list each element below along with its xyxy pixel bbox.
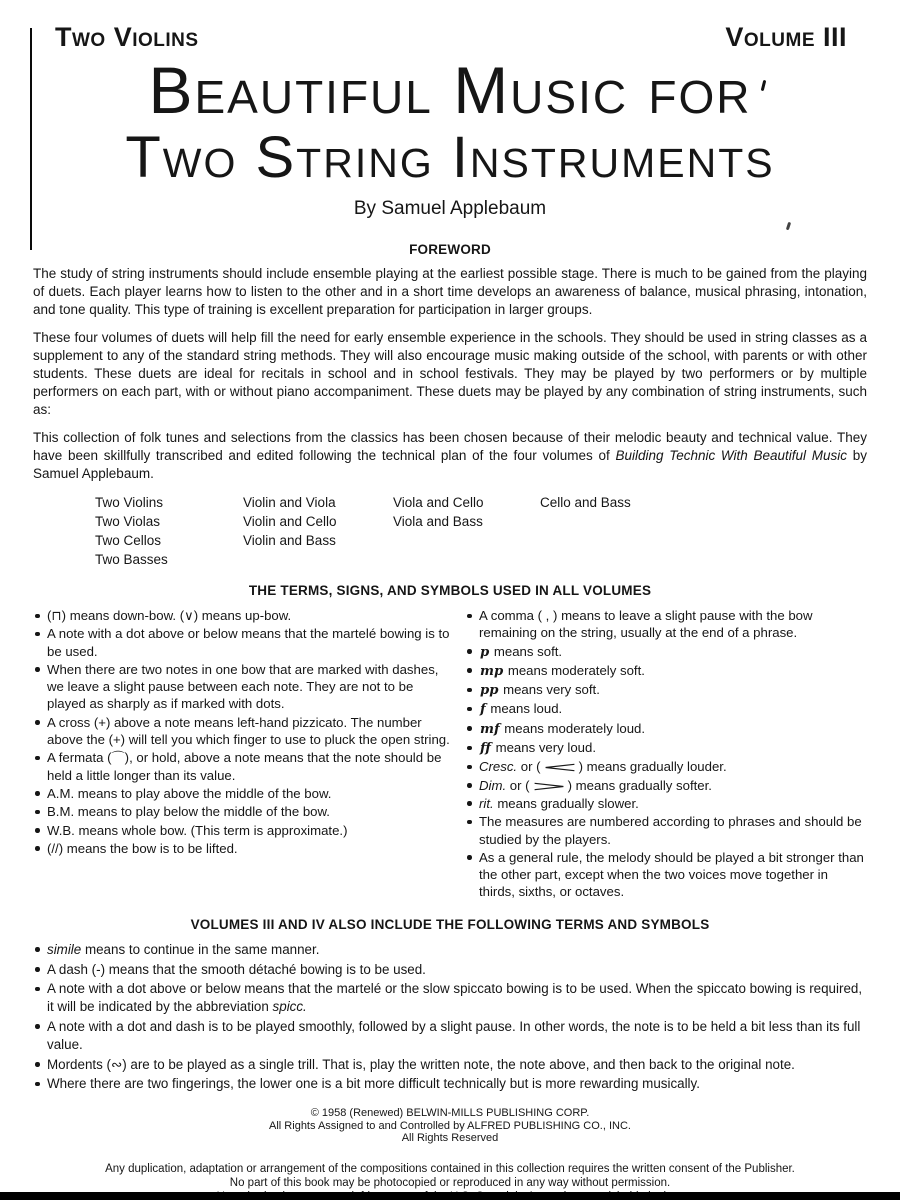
term-item: [465, 813, 867, 848]
italic-text: spicc.: [272, 999, 307, 1015]
term-text: The measures are numbered according to phrases and should be studied by the players.: [479, 814, 862, 847]
term-text: When there are two notes in one bow that are marked with dashes, we leave a slight pause between each note. They are not to be played as sharply as if marked with dots.: [47, 661, 439, 712]
terms-right-column: [465, 607, 867, 902]
dynamic-symbol: pp: [480, 683, 499, 699]
term-item: [465, 758, 867, 775]
bullet-icon: [465, 849, 479, 901]
term-item: [465, 662, 867, 680]
title-line-2: Two String Instruments: [125, 125, 775, 190]
term-item: [465, 720, 867, 738]
dynamic-symbol: p: [480, 644, 490, 660]
foreword-heading: FOREWORD: [409, 242, 491, 257]
term-text: As a general rule, the melody should be played a bit stronger than the other part, except when the two voices move together in thirds, sixths, or octaves.: [479, 849, 864, 900]
bullet-icon: [33, 803, 47, 820]
title-line-1: Beautiful Music for: [148, 53, 752, 127]
term-text: A note with a dot and dash is to be played smoothly, followed by a slight pause. In other words, the note is to be held a bit less than its full value.: [47, 1018, 861, 1052]
bullet-icon: [33, 714, 47, 749]
bullet-icon: [33, 625, 47, 660]
bullet-icon: [465, 643, 479, 661]
term-item: [465, 607, 867, 642]
instrument-combination: Viola and Bass: [393, 514, 483, 529]
bullet-icon: [33, 941, 47, 959]
page-header: [33, 22, 867, 53]
italic-text: rit.: [479, 795, 494, 811]
book-title: [33, 53, 867, 219]
term-text: (//) means the bow is to be lifted.: [47, 840, 238, 856]
term-text: p means soft.: [480, 643, 563, 660]
dynamic-symbol: f: [480, 702, 486, 718]
term-item: [33, 941, 867, 959]
instrument-combination: Violin and Viola: [243, 495, 336, 510]
bullet-icon: [465, 813, 479, 848]
instrument-column: [540, 493, 631, 569]
foreword-paragraphs: [33, 265, 867, 483]
instrument-combination: Two Violas: [95, 514, 161, 529]
crescendo-hairpin-icon: [543, 763, 577, 772]
terms-two-columns: [33, 607, 867, 902]
term-item: [33, 1018, 867, 1054]
diminuendo-hairpin-icon: [532, 782, 566, 791]
term-item: [33, 803, 451, 820]
bullet-icon: [465, 607, 479, 642]
term-text: f means loud.: [480, 701, 563, 718]
term-item: [33, 1075, 867, 1093]
instrument-combination: Two Basses: [95, 552, 168, 567]
instrument-combination: Two Cellos: [95, 533, 162, 548]
copyright-line: All Rights Assigned to and Controlled by ALFRED PUBLISHING CO., INC.: [269, 1119, 631, 1132]
terms-heading: THE TERMS, SIGNS, AND SYMBOLS USED IN ALL VOLUMES: [248, 583, 652, 598]
bullet-icon: [33, 840, 47, 857]
term-text: B.M. means to play below the middle of the bow.: [47, 804, 330, 820]
bullet-icon: [465, 777, 479, 794]
term-text: pp means very soft.: [480, 682, 600, 699]
term-item: [465, 739, 867, 757]
term-item: [33, 749, 451, 784]
term-item: [33, 785, 451, 802]
instrument-combination: Violin and Cello: [243, 514, 337, 529]
instrument-column: [95, 493, 243, 569]
term-text: A note with a dot above or below means that the martelé or the slow spiccato bowing is to be used. When the spiccato bowing is required, it will be indicated by the abbreviation spicc.: [47, 981, 863, 1015]
term-text: mf means moderately loud.: [480, 720, 646, 737]
term-text: ff means very loud.: [480, 740, 597, 757]
disclaimer-line: Any duplication, adaptation or arrangement of the compositions contained in this collection requires the written consent of the Publisher.: [105, 1162, 795, 1175]
instrument-combinations-table: [95, 493, 867, 569]
term-item: [33, 607, 451, 624]
bullet-icon: [33, 785, 47, 802]
bullet-icon: [33, 607, 47, 624]
bullet-icon: [465, 720, 479, 738]
dynamic-symbol: ff: [480, 741, 491, 757]
instrument-column: [393, 493, 540, 569]
term-item: [33, 1056, 867, 1074]
scan-artifact-line: [30, 28, 32, 250]
instrument-column: [243, 493, 393, 569]
foreword-paragraph: These four volumes of duets will help fill the need for early ensemble experience in the schools. They should be used in string classes as a supplement to any of the standard string methods. They will also encourage music making outside of the school, with parents or with other students. These duets are ideal for recitals in school and in school festivals. They may be played by two performers or by multiple performers on each part, with or without piano accompaniment. These duets may be played by any combination of string instruments, such as:: [33, 330, 867, 417]
term-item: [33, 980, 867, 1016]
bullet-icon: [33, 1018, 47, 1054]
bullet-icon: [33, 661, 47, 713]
volumes-3-4-heading: VOLUMES III AND IV ALSO INCLUDE THE FOLLOWING TERMS AND SYMBOLS: [190, 916, 710, 932]
term-text: W.B. means whole bow. (This term is approximate.): [47, 822, 348, 838]
bullet-icon: [465, 662, 479, 680]
terms-left-column: [33, 607, 451, 902]
copyright-line: All Rights Reserved: [401, 1132, 499, 1145]
term-text: A.M. means to play above the middle of the bow.: [47, 785, 332, 801]
bullet-icon: [33, 822, 47, 839]
term-text: A dash (-) means that the smooth détaché bowing is to be used.: [47, 961, 426, 977]
term-item: [465, 795, 867, 812]
italic-text: Cresc.: [479, 759, 518, 775]
italic-text: Dim.: [479, 777, 507, 793]
page-bottom-border: [0, 1192, 900, 1200]
term-item: [33, 961, 867, 979]
bullet-icon: [465, 758, 479, 775]
instrumentation-label: Two Violins: [55, 22, 199, 52]
term-text: Dim. or ( ) means gradually softer.: [479, 777, 712, 793]
term-item: [465, 681, 867, 699]
term-item: [33, 822, 451, 839]
foreword-paragraph: The study of string instruments should include ensemble playing at the earliest possible stage. There is much to be gained from the playing of duets. Each player learns how to listen to the other and in a short time develops an awareness of balance, musical phrasing, intonation, and tone quality. This type of training is excellent preparation for participation in larger groups.: [33, 266, 867, 317]
bullet-icon: [33, 1056, 47, 1074]
term-text: A cross (+) above a note means left-hand pizzicato. The number above the (+) will tell you which finger to use to pluck the open string.: [47, 714, 450, 748]
disclaimer-line: No part of this book may be photocopied or reproduced in any way without permission.: [229, 1176, 671, 1189]
instrument-combination: Violin and Bass: [243, 533, 336, 548]
instrument-combination: Two Violins: [95, 495, 164, 510]
bullet-icon: [33, 980, 47, 1016]
volume-label: Volume III: [725, 22, 847, 52]
author-byline: By Samuel Applebaum: [353, 198, 547, 219]
term-item: [465, 700, 867, 718]
bullet-icon: [33, 749, 47, 784]
volumes-3-4-list: [33, 941, 867, 1093]
bullet-icon: [465, 739, 479, 757]
bullet-icon: [465, 681, 479, 699]
term-item: [33, 625, 451, 660]
term-text: A comma ( , ) means to leave a slight pause with the bow remaining on the string, usually at the end of a phrase.: [479, 608, 813, 641]
term-text: Cresc. or ( ) means gradually louder.: [479, 759, 727, 775]
bullet-icon: [33, 1075, 47, 1093]
term-text: (⊓) means down-bow. (∨) means up-bow.: [47, 608, 292, 623]
term-text: Where there are two fingerings, the lower one is a bit more difficult technically but is more rewarding musically.: [47, 1076, 700, 1092]
term-item: [33, 714, 451, 749]
foreword-paragraph: This collection of folk tunes and selections from the classics has been chosen because of their melodic beauty and technical value. They have been skillfully transcribed and edited following the technical plan of the four volumes of Building Technic With Beautiful Music by Samuel Applebaum.: [33, 430, 867, 481]
term-text: A fermata (⌒), or hold, above a note means that the note should be held a little longer than its value.: [47, 750, 442, 783]
italic-text: Building Technic With Beautiful Music: [615, 448, 848, 463]
italic-text: simile: [47, 941, 82, 957]
bullet-icon: [33, 961, 47, 979]
copyright-line: © 1958 (Renewed) BELWIN-MILLS PUBLISHING CORP.: [310, 1107, 590, 1120]
instrument-combination: Viola and Cello: [393, 495, 484, 510]
term-item: [33, 840, 451, 857]
term-text: mp means moderately soft.: [480, 662, 645, 679]
bullet-icon: [465, 795, 479, 812]
term-text: simile means to continue in the same manner.: [47, 941, 320, 957]
instrument-combination: Cello and Bass: [540, 495, 631, 510]
dynamic-symbol: mp: [480, 663, 504, 679]
term-text: rit. means gradually slower.: [479, 795, 639, 811]
dynamic-symbol: mf: [480, 721, 500, 737]
term-item: [465, 777, 867, 794]
term-item: [465, 849, 867, 901]
term-item: [33, 661, 451, 713]
term-text: A note with a dot above or below means that the martelé bowing is to be used.: [47, 626, 450, 659]
term-item: [465, 643, 867, 661]
copyright-block: [33, 1107, 867, 1145]
term-text: Mordents (∾) are to be played as a single trill. That is, play the written note, the note above, and then back to the original note.: [47, 1056, 795, 1072]
bullet-icon: [465, 700, 479, 718]
